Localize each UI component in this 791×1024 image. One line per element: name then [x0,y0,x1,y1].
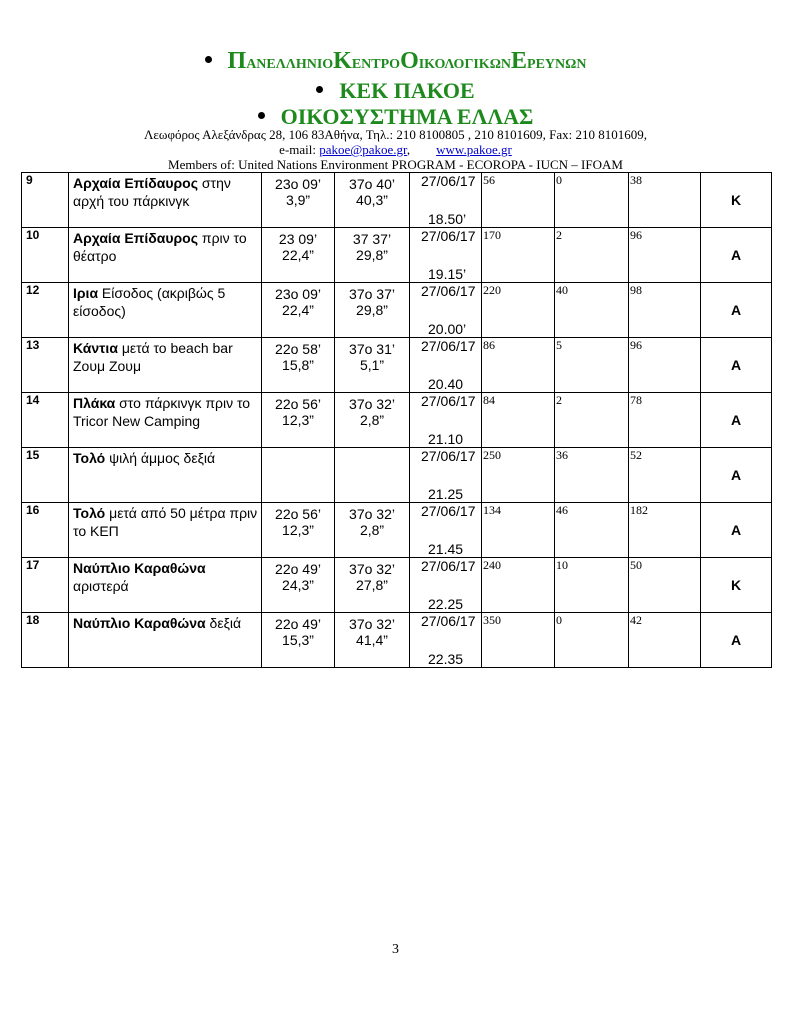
site-number-text: 14 [26,393,40,407]
org-letter-1: Π [227,48,247,74]
location-name: Τολό [73,450,106,466]
value-2-cell [555,558,629,613]
longitude-cell [262,393,335,448]
location-cell [69,558,262,613]
site-number [22,393,69,448]
value-1-cell [482,173,555,228]
value-3: 52 [630,448,642,462]
latitude-cell [335,613,410,668]
latitude-deg: 37ο 31’ [349,341,395,357]
location-name: Κάντια [73,340,118,356]
value-2: 46 [556,503,568,517]
value-2-cell [555,228,629,283]
org-letter-3: Ο [400,48,419,74]
table-row [22,613,772,668]
longitude-deg: 23ο 09’ [275,286,321,302]
datetime-cell [410,448,482,503]
location-name: Ναύπλιο Καραθώνα [73,615,206,631]
longitude-sec: 15,3” [282,632,314,648]
value-2-cell [555,393,629,448]
value-1-cell [482,503,555,558]
value-1: 84 [483,393,495,407]
site-number-text: 9 [26,173,33,187]
value-1-cell [482,228,555,283]
value-3-cell [629,338,701,393]
location-detail: Είσοδος (ακριβώς 5 είσοδος) [73,285,226,319]
latitude-sec: 2,8” [359,522,385,538]
org-word-2: ΕΝΤΡΟ [351,57,401,72]
table-row [22,393,772,448]
sample-date: 27/06/17 [421,338,476,354]
classification: Α [730,467,742,483]
classification-cell [701,503,772,558]
classification: Α [730,357,742,373]
value-1: 86 [483,338,495,352]
longitude-deg: 22ο 49’ [275,561,321,577]
location-detail: πριν το θέατρο [73,230,247,264]
latitude-sec: 41,4” [356,632,388,648]
classification: Κ [730,577,742,593]
sample-time: 21.10 [428,431,464,447]
datetime-cell [410,613,482,668]
latitude-deg: 37 37’ [352,231,392,247]
location-detail: ψιλή άμμος δεξιά [105,450,216,466]
latitude-cell [335,558,410,613]
value-2-cell [555,173,629,228]
table-row [22,338,772,393]
sample-time: 22.25 [428,596,464,612]
latitude-sec: 5,1” [359,357,385,373]
longitude-deg: 22ο 56’ [275,396,321,412]
latitude-deg: 37ο 32’ [349,561,395,577]
sample-date: 27/06/17 [421,228,476,244]
classification-cell [701,338,772,393]
longitude-deg: 22ο 58’ [275,341,321,357]
classification: Α [730,247,742,263]
longitude-sec: 22,4” [282,302,314,318]
org-word-4: ΡΕΥΝΩΝ [527,57,587,72]
value-1-cell [482,613,555,668]
website-link[interactable]: www.pakoe.gr [436,142,512,157]
sample-time: 18.50’ [428,211,467,227]
value-3: 38 [630,173,642,187]
value-2-cell [555,613,629,668]
latitude-cell [335,283,410,338]
table-row [22,173,772,228]
site-number-text: 16 [26,503,40,517]
latitude-cell [335,228,410,283]
value-3-cell [629,503,701,558]
sample-time: 20.00’ [428,321,467,337]
site-number [22,448,69,503]
sample-time: 22.35 [428,651,464,667]
value-1: 240 [483,558,501,572]
sampling-table [21,172,772,668]
value-1-cell [482,448,555,503]
site-number-text: 10 [26,228,40,242]
site-number [22,558,69,613]
sample-date: 27/06/17 [421,393,476,409]
sample-date: 27/06/17 [421,448,476,464]
location-detail: δεξιά [205,615,242,631]
longitude-cell [262,503,335,558]
value-1: 170 [483,228,501,242]
location-detail: αριστερά [73,578,129,594]
datetime-cell [410,558,482,613]
value-2: 0 [556,173,562,187]
classification: Α [730,632,742,648]
location-cell [69,393,262,448]
location-name: Τολό [73,505,106,521]
value-3-cell [629,448,701,503]
site-number [22,228,69,283]
sample-date: 27/06/17 [421,613,476,629]
value-3: 182 [630,503,648,517]
sample-time: 20.40 [428,376,464,392]
site-number-text: 12 [26,283,40,297]
value-2: 36 [556,448,568,462]
value-1-cell [482,283,555,338]
datetime-cell [410,338,482,393]
location-name: Ιρια [73,285,99,301]
latitude-deg: 37ο 32’ [349,396,395,412]
value-2-cell [555,338,629,393]
latitude-deg: 37ο 40’ [349,176,395,192]
sample-time: 21.45 [428,541,464,557]
contact-line [0,143,791,157]
location-name: Πλάκα [73,395,116,411]
latitude-sec: 2,8” [359,412,385,428]
location-name: Αρχαία Επίδαυρος [73,175,199,191]
sample-time: 21.25 [428,486,464,502]
value-1: 134 [483,503,501,517]
org-title-line [0,48,791,75]
longitude-cell [262,338,335,393]
classification-cell [701,613,772,668]
value-1-cell [482,393,555,448]
datetime-cell [410,283,482,338]
longitude-sec: 12,3” [282,412,314,428]
bullet-icon [258,112,265,119]
location-cell [69,448,262,503]
value-3: 78 [630,393,642,407]
classification: Κ [730,192,742,208]
bullet-icon [205,56,212,63]
value-1: 220 [483,283,501,297]
sample-date: 27/06/17 [421,558,476,574]
value-1: 350 [483,613,501,627]
latitude-deg: 37ο 37’ [349,286,395,302]
longitude-sec: 3,9” [285,192,311,208]
classification-cell [701,448,772,503]
sample-date: 27/06/17 [421,503,476,519]
location-name: Ναύπλιο Καραθώνα [73,560,206,576]
location-cell [69,503,262,558]
table-row [22,503,772,558]
sample-date: 27/06/17 [421,173,476,189]
location-cell [69,338,262,393]
table-row [22,283,772,338]
datetime-cell [410,173,482,228]
site-number-text: 13 [26,338,40,352]
email-separator: , [406,142,411,157]
classification: Α [730,302,742,318]
latitude-deg: 37ο 32’ [349,506,395,522]
classification-cell [701,173,772,228]
value-2: 0 [556,613,562,627]
longitude-deg: 22ο 49’ [275,616,321,632]
latitude-cell [335,503,410,558]
site-number [22,613,69,668]
location-cell [69,283,262,338]
subtitle-ecosystem-text: ΟΙΚΟΣΥΣΤΗΜΑ ΕΛΛΑΣ [280,104,534,129]
value-2-cell [555,283,629,338]
address: Λεωφόρος Αλεξάνδρας 28, 106 83Αθήνα, Τηλ.: 210 8100805 , 210 8101609, Fax: 210 8101609, [144,127,647,142]
value-3: 42 [630,613,642,627]
longitude-deg: 23ο 09’ [275,176,321,192]
longitude-deg: 23 09’ [278,231,318,247]
longitude-cell [262,613,335,668]
classification-cell [701,283,772,338]
datetime-cell [410,393,482,448]
subtitle-kek [0,78,791,104]
site-number [22,503,69,558]
longitude-sec: 12,3” [282,522,314,538]
site-number [22,283,69,338]
location-cell [69,228,262,283]
page-number: 3 [392,942,399,957]
value-3: 50 [630,558,642,572]
longitude-cell [262,283,335,338]
location-detail: στο πάρκινγκ πριν το Tricor New Camping [73,395,251,429]
location-cell [69,613,262,668]
site-number-text: 15 [26,448,40,462]
classification-cell [701,228,772,283]
site-number [22,173,69,228]
location-name: Αρχαία Επίδαυρος [73,230,199,246]
value-1: 56 [483,173,495,187]
latitude-deg: 37ο 32’ [349,616,395,632]
latitude-cell [335,338,410,393]
value-3-cell [629,283,701,338]
site-number-text: 18 [26,613,40,627]
latitude-cell [335,393,410,448]
value-3-cell [629,393,701,448]
longitude-cell [262,228,335,283]
latitude-sec: 29,8” [356,302,388,318]
classification-cell [701,393,772,448]
org-letter-2: Κ [333,48,352,74]
latitude-sec: 27,8” [356,577,388,593]
latitude-cell [335,173,410,228]
value-3-cell [629,613,701,668]
table-row [22,228,772,283]
value-3-cell [629,558,701,613]
sample-date: 27/06/17 [421,283,476,299]
location-cell [69,173,262,228]
location-detail: στην αρχή του πάρκινγκ [73,175,231,209]
members-line: Members of: United Nations Environment PROGRAM - ECOROPA - IUCN – IFOAM [168,157,623,172]
value-3-cell [629,228,701,283]
longitude-sec: 24,3” [282,577,314,593]
value-2-cell [555,503,629,558]
email-prefix: e-mail: [279,142,316,157]
longitude-cell [262,558,335,613]
latitude-cell [335,448,410,503]
sample-time: 19.15’ [428,266,467,282]
site-number-text: 17 [26,558,40,572]
value-1-cell [482,558,555,613]
longitude-deg: 22ο 56’ [275,506,321,522]
value-2-cell [555,448,629,503]
classification: Α [730,522,742,538]
email-link[interactable]: pakoe@pakoe.gr [319,142,407,157]
value-2: 40 [556,283,568,297]
site-number [22,338,69,393]
org-word-1: ΑΝΕΛΛΗΝΙΟ [246,57,334,72]
value-2: 2 [556,393,562,407]
value-2: 5 [556,338,562,352]
value-3: 98 [630,283,642,297]
location-detail: μετά το beach bar Ζουμ Ζουμ [73,340,233,374]
org-word-3: ΙΚΟΛΟΓΙΚΩΝ [418,57,512,72]
longitude-cell [262,173,335,228]
value-3: 96 [630,338,642,352]
table-row [22,558,772,613]
latitude-sec: 40,3” [356,192,388,208]
value-1: 250 [483,448,501,462]
location-detail: μετά από 50 μέτρα πριν το ΚΕΠ [73,505,258,539]
value-2: 10 [556,558,568,572]
longitude-cell [262,448,335,503]
bullet-icon [316,86,323,93]
subtitle-kek-text: ΚΕΚ ΠΑΚΟΕ [339,78,475,103]
latitude-sec: 29,8” [356,247,388,263]
value-3-cell [629,173,701,228]
table-row [22,448,772,503]
datetime-cell [410,503,482,558]
classification: Α [730,412,742,428]
value-3: 96 [630,228,642,242]
value-1-cell [482,338,555,393]
longitude-sec: 22,4” [282,247,314,263]
classification-cell [701,558,772,613]
longitude-sec: 15,8” [282,357,314,373]
datetime-cell [410,228,482,283]
value-2: 2 [556,228,562,242]
org-letter-4: Ε [511,48,528,74]
